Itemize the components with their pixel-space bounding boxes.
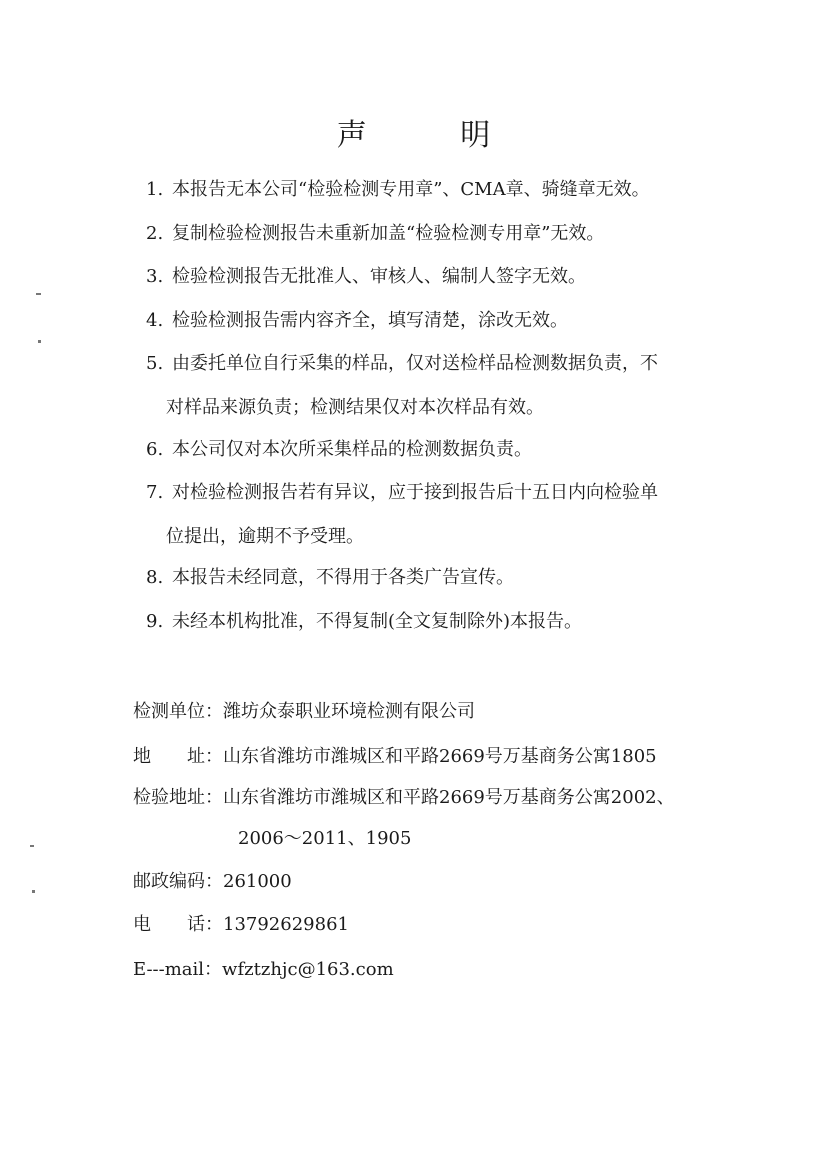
item-number: 7. [146, 482, 164, 503]
scan-speck [32, 890, 35, 893]
item-number: 1. [146, 179, 164, 200]
test-unit-label: 检测单位： [133, 701, 223, 722]
postcode-value: 261000 [223, 871, 292, 892]
test-address-label: 检验地址： [133, 787, 223, 808]
statement-item-1 [146, 178, 766, 202]
item-number: 4. [146, 310, 164, 331]
scan-speck [38, 340, 41, 343]
email-value: wfztzhjc@163.com [222, 959, 394, 980]
item-text: 对检验检测报告若有异议，应于接到报告后十五日内向检验单 [172, 482, 658, 503]
phone-label: 电 话： [133, 914, 223, 935]
page-title: 声 明 [336, 118, 533, 153]
statement-item-4 [146, 309, 766, 333]
statement-item-7 [146, 481, 766, 547]
item-text: 本报告未经同意，不得用于各类广告宣传。 [172, 567, 514, 588]
statement-item-6 [146, 438, 766, 462]
test-unit-row [133, 700, 475, 724]
test-unit-value: 潍坊众泰职业环境检测有限公司 [223, 701, 475, 722]
item-text: 本报告无本公司“检验检测专用章”、CMA章、骑缝章无效。 [172, 179, 650, 200]
statement-item-5 [146, 352, 766, 418]
item-text: 复制检验检测报告未重新加盖“检验检测专用章”无效。 [172, 223, 605, 244]
test-address-value: 山东省潍坊市潍城区和平路2669号万基商务公寓2002、 [223, 787, 675, 808]
item-number: 8. [146, 567, 164, 588]
item-text: 本公司仅对本次所采集样品的检测数据负责。 [172, 439, 532, 460]
address-label: 地 址： [133, 746, 223, 767]
item-number: 9. [146, 611, 164, 632]
item-text: 由委托单位自行采集的样品，仅对送检样品检测数据负责，不 [172, 353, 658, 374]
item-text-continuation: 位提出，逾期不予受理。 [166, 526, 364, 547]
statement-item-2 [146, 222, 766, 246]
email-row [133, 958, 394, 982]
item-number: 5. [146, 353, 164, 374]
postcode-row [133, 870, 292, 894]
postcode-label: 邮政编码： [133, 871, 223, 892]
item-number: 3. [146, 266, 164, 287]
address-value: 山东省潍坊市潍城区和平路2669号万基商务公寓1805 [223, 746, 657, 767]
item-text: 检验检测报告无批准人、审核人、编制人签字无效。 [172, 266, 586, 287]
item-number: 6. [146, 439, 164, 460]
test-address-continuation: 2006～2011、1905 [238, 828, 412, 849]
scan-speck [36, 293, 41, 295]
statement-item-8 [146, 566, 766, 590]
email-label: E---mail： [133, 959, 223, 980]
phone-value: 13792629861 [223, 914, 349, 935]
test-address-row [133, 786, 675, 810]
item-number: 2. [146, 223, 164, 244]
scan-speck [30, 845, 34, 847]
phone-row [133, 913, 349, 937]
item-text: 未经本机构批准，不得复制(全文复制除外)本报告。 [172, 611, 583, 632]
statement-item-3 [146, 265, 766, 289]
statement-item-9 [146, 610, 766, 634]
address-row [133, 745, 657, 769]
item-text: 检验检测报告需内容齐全，填写清楚，涂改无效。 [172, 310, 568, 331]
item-text-continuation: 对样品来源负责；检测结果仅对本次样品有效。 [166, 397, 544, 418]
